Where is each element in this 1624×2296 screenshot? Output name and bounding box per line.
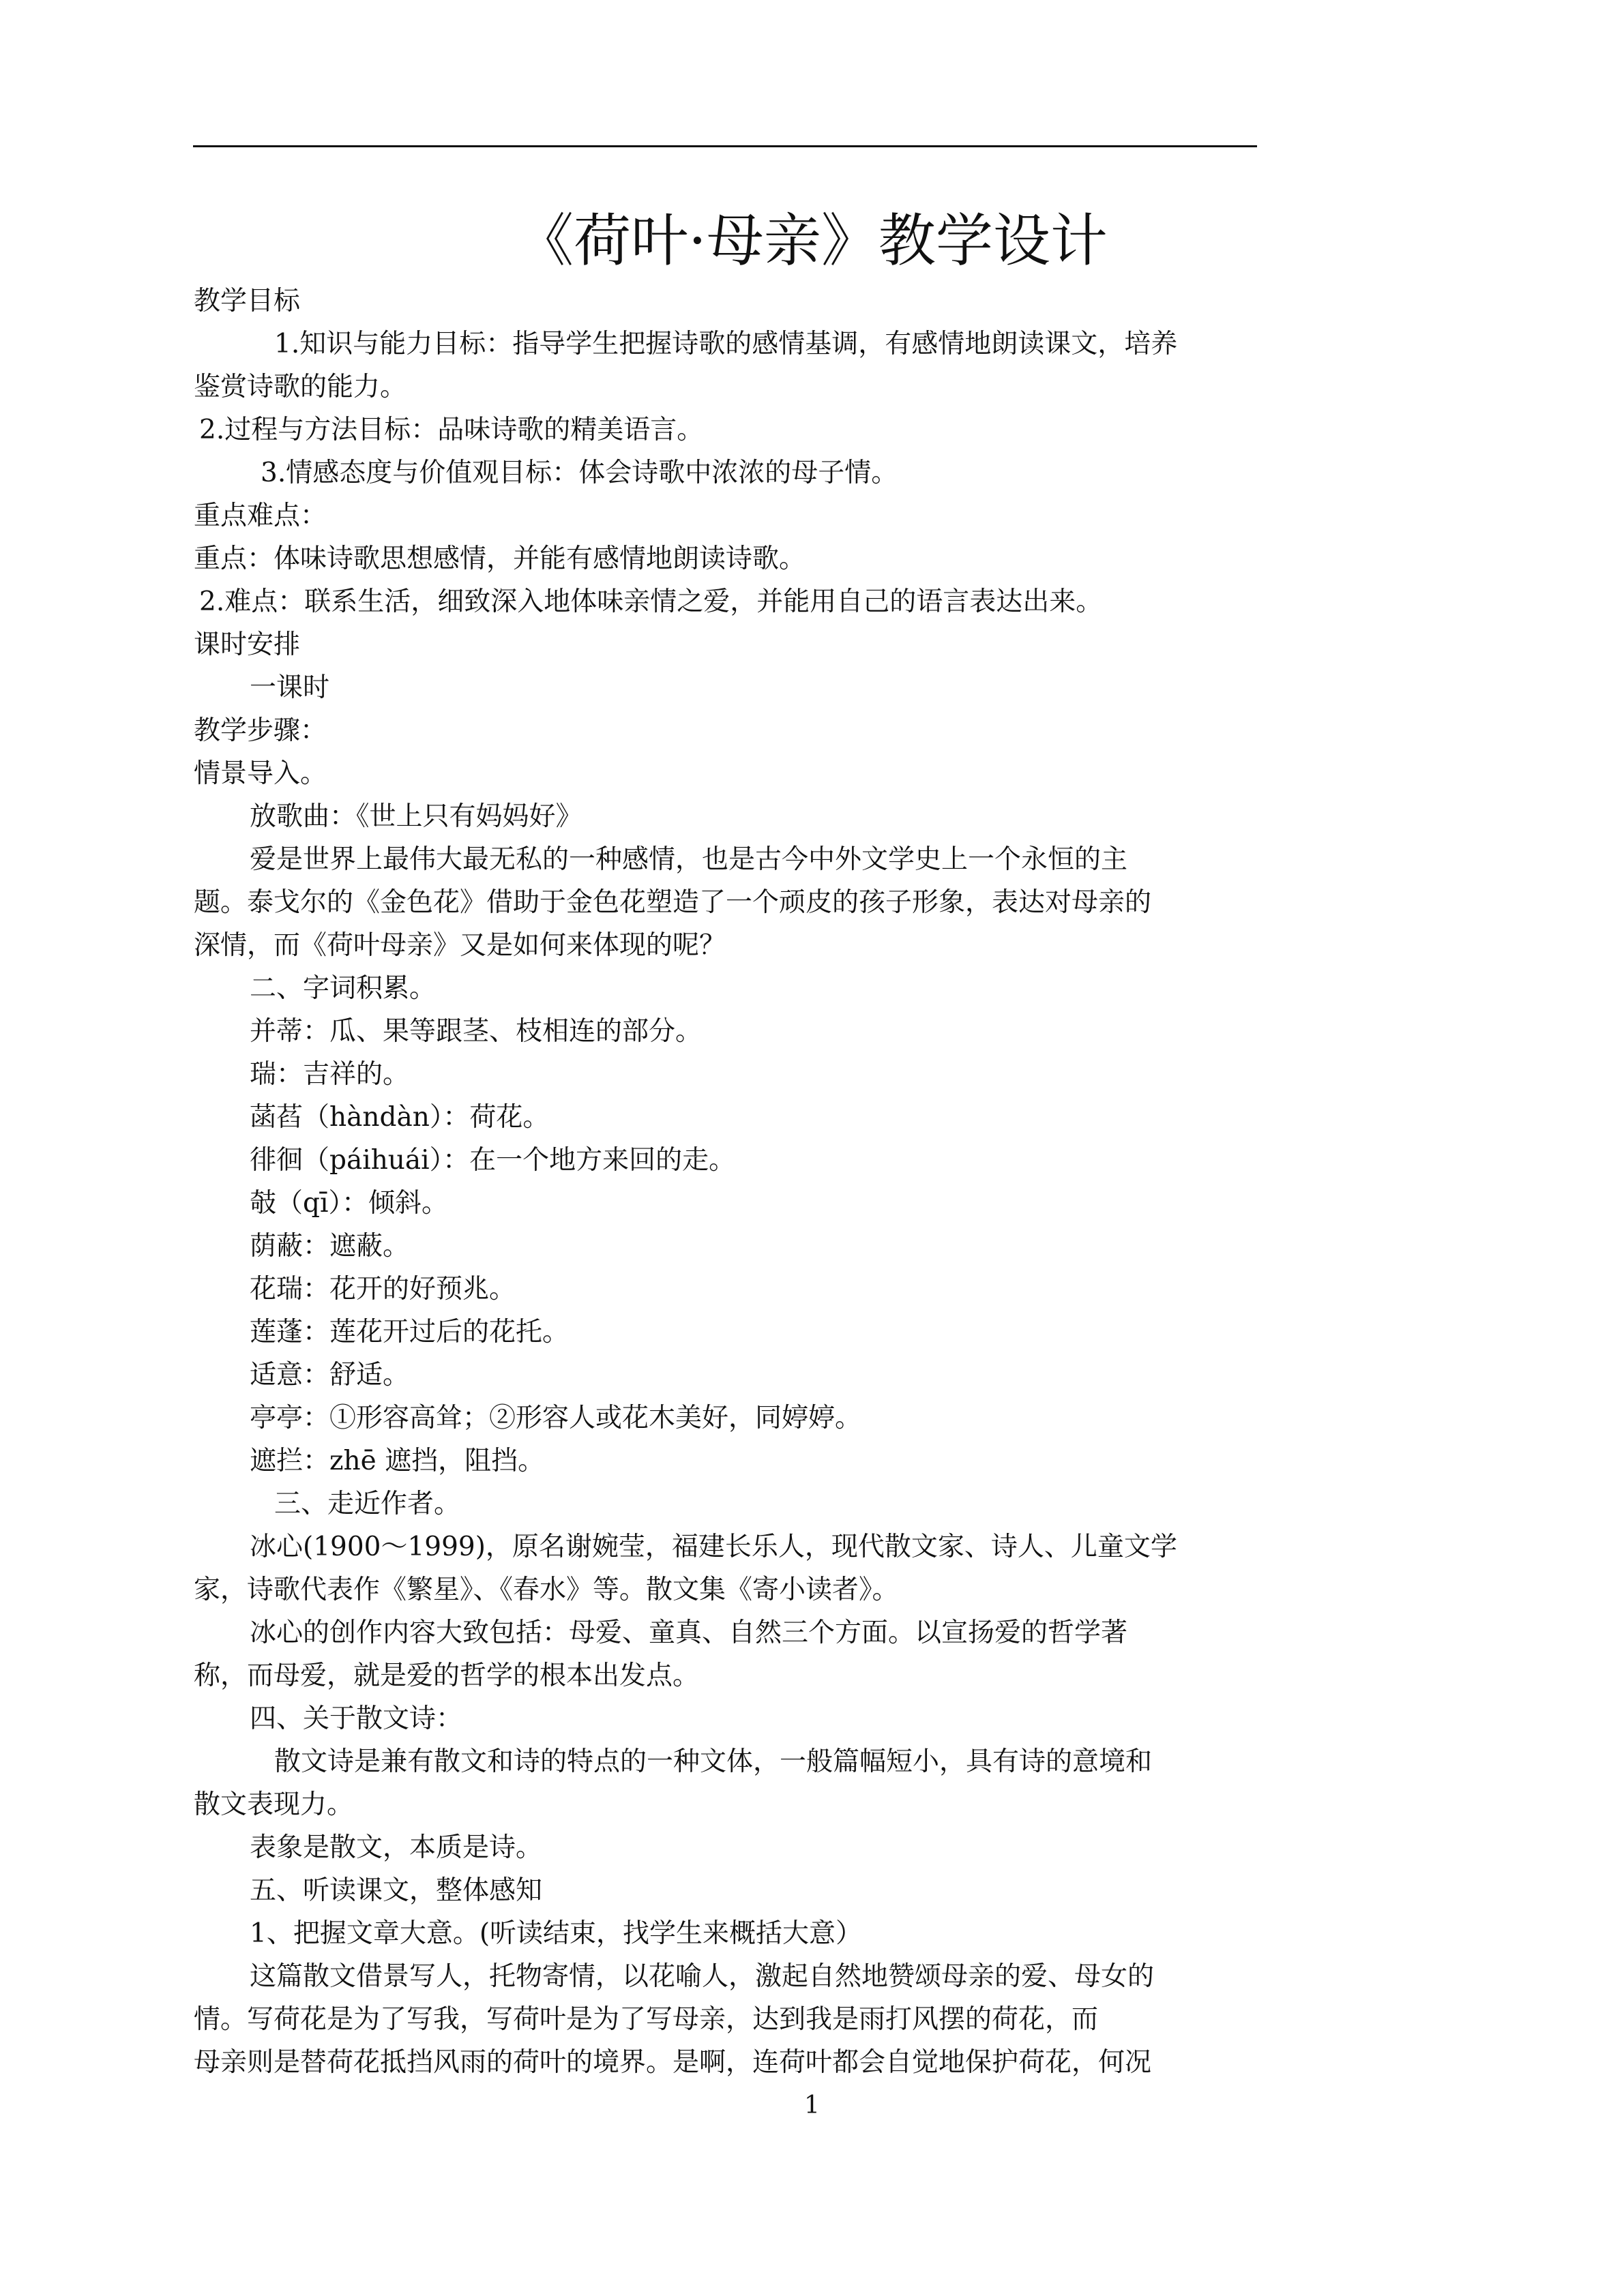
text-line: 2.难点：联系生活，细致深入地体味亲情之爱，并能用自己的语言表达出来。 (199, 586, 1103, 617)
text-line: 重点：体味诗歌思想感情，并能有感情地朗读诗歌。 (194, 543, 806, 574)
text-line: 情。写荷花是为了写我，写荷叶是为了写母亲，达到我是雨打风摆的荷花，而 (194, 2004, 1099, 2035)
text-line: 并蒂：瓜、果等跟茎、枝相连的部分。 (250, 1016, 703, 1047)
text-line: 家，诗歌代表作《繁星》、《春水》等。散文集《寄小读者》。 (194, 1575, 899, 1605)
document-title: 《荷叶·母亲》教学设计 (516, 207, 1108, 274)
header-rule (193, 145, 1257, 147)
document-body (194, 280, 1244, 2084)
text-line: 鉴赏诗歌的能力。 (194, 372, 407, 402)
text-line: 题。泰戈尔的《金色花》借助于金色花塑造了一个顽皮的孩子形象，表达对母亲的 (194, 887, 1152, 918)
text-line: 一课时 (250, 672, 330, 703)
page-number: 1 (804, 2091, 820, 2119)
text-line: 莲蓬：莲花开过后的花托。 (250, 1317, 570, 1347)
text-line: 称，而母爱，就是爱的哲学的根本出发点。 (194, 1660, 700, 1691)
text-line: 教学步骤： (194, 715, 327, 746)
text-line: 三、走近作者。 (274, 1489, 461, 1519)
text-line: 四、关于散文诗： (250, 1703, 463, 1734)
text-line: 母亲则是替荷花抵挡风雨的荷叶的境界。是啊，连荷叶都会自觉地保护荷花，何况 (194, 2047, 1152, 2078)
text-line: 徘徊（páihuái）：在一个地方来回的走。 (250, 1145, 736, 1176)
text-line: 1.知识与能力目标：指导学生把握诗歌的感情基调，有感情地朗读课文，培养 (274, 329, 1178, 359)
text-line: 课时安排 (194, 629, 301, 660)
text-line: 这篇散文借景写人，托物寄情，以花喻人，激起自然地赞颂母亲的爱、母女的 (250, 1961, 1155, 1992)
text-line: 情景导入。 (194, 758, 327, 789)
text-line: 五、听读课文，整体感知 (250, 1875, 543, 1906)
text-line: 冰心的创作内容大致包括：母爱、童真、自然三个方面。以宣扬爱的哲学著 (250, 1617, 1128, 1648)
text-line: 散文表现力。 (194, 1789, 354, 1820)
text-line: 二、字词积累。 (250, 973, 437, 1004)
text-line: 爱是世界上最伟大最无私的一种感情，也是古今中外文学史上一个永恒的主 (250, 844, 1128, 875)
text-line: 攲（qī）：倾斜。 (250, 1188, 448, 1219)
text-line: 深情，而《荷叶母亲》又是如何来体现的呢？ (194, 930, 726, 961)
text-line: 表象是散文，本质是诗。 (250, 1832, 543, 1863)
text-line: 荫蔽：遮蔽。 (250, 1231, 410, 1262)
text-line: 亭亭：①形容高耸；②形容人或花木美好，同婷婷。 (250, 1403, 862, 1433)
text-line: 重点难点： (194, 501, 327, 531)
text-line: 1、把握文章大意。(听读结束，找学生来概括大意） (250, 1918, 863, 1949)
text-line: 2.过程与方法目标：品味诗歌的精美语言。 (199, 415, 704, 445)
text-line: 放歌曲：《世上只有妈妈好》 (250, 801, 582, 832)
text-line: 散文诗是兼有散文和诗的特点的一种文体，一般篇幅短小，具有诗的意境和 (274, 1746, 1153, 1777)
text-line: 教学目标 (194, 286, 301, 316)
text-line: 瑞：吉祥的。 (250, 1059, 410, 1090)
text-line: 适意：舒适。 (250, 1360, 410, 1390)
text-line: 花瑞：花开的好预兆。 (250, 1274, 516, 1304)
text-line: 遮拦：zhē 遮挡，阻挡。 (250, 1446, 545, 1476)
text-line: 3.情感态度与价值观目标：体会诗歌中浓浓的母子情。 (261, 458, 898, 488)
text-line: 冰心(1900～1999)，原名谢婉莹，福建长乐人，现代散文家、诗人、儿童文学 (250, 1532, 1177, 1562)
text-line: 菡萏（hàndàn）：荷花。 (250, 1102, 550, 1133)
